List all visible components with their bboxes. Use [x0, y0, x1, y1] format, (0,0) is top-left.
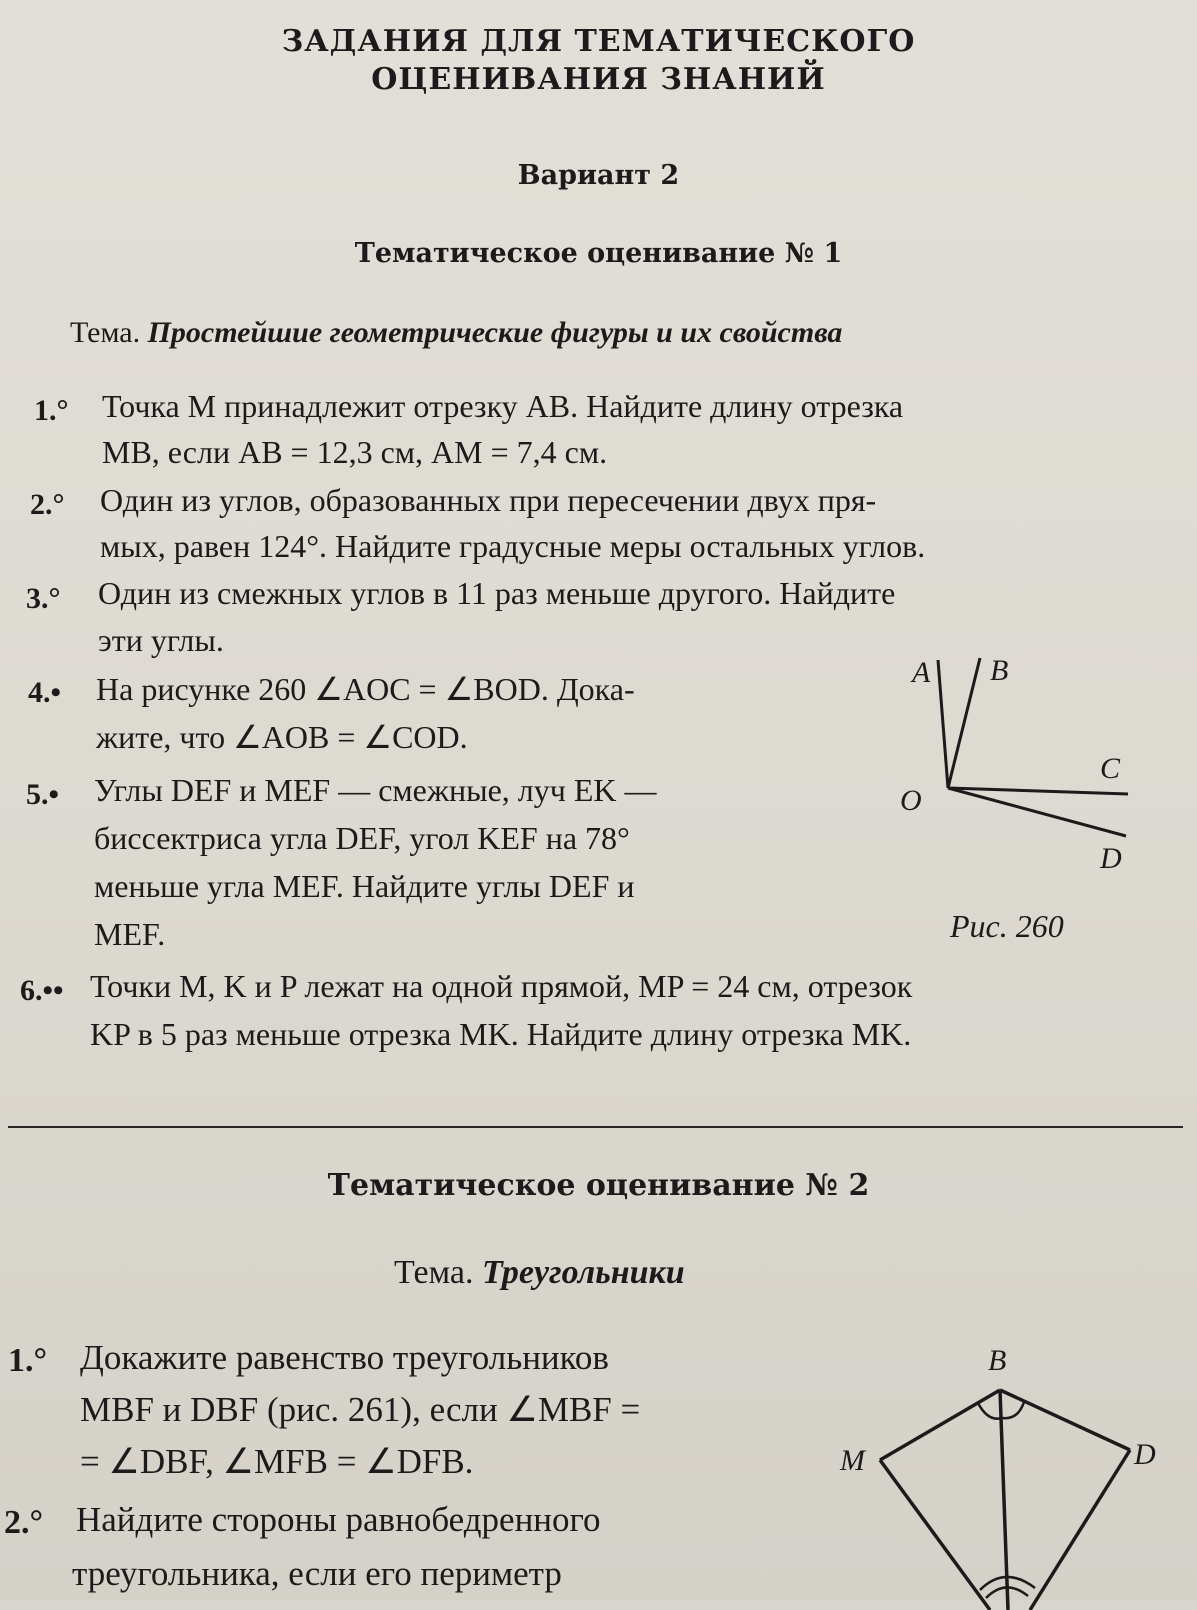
s1-problem-1-number: 1.° [34, 394, 69, 427]
s1-problem-5-line-4: MEF. [94, 916, 166, 952]
s1-problem-2-line-2: мых, равен 124°. Найдите градусные меры остальных углов. [100, 528, 926, 564]
label-a: A [912, 656, 931, 689]
s1-problem-3-line-2: эти углы. [98, 622, 224, 658]
s1-problem-5-line-3: меньше угла MEF. Найдите углы DEF и [94, 868, 635, 904]
s1-problem-4-line-1: На рисунке 260 ∠AOC = ∠BOD. Дока- [96, 671, 635, 707]
s1-problem-4-number: 4.• [28, 676, 62, 709]
side-bm [880, 1390, 1000, 1460]
section1-heading: Тематическое оценивание № 1 [354, 238, 843, 269]
s1-problem-5-line-1: Углы DEF и MEF — смежные, луч EK — [94, 772, 657, 808]
s1-problem-5-line-2: биссектриса угла DEF, угол KEF на 78° [94, 820, 630, 856]
s1-problem-6-line-1: Точки M, K и P лежат на одной прямой, MP = 24 см, отрезок [90, 968, 913, 1004]
figure-261 [840, 1340, 1180, 1610]
s2-problem-1-line-3: = ∠DBF, ∠MFB = ∠DFB. [80, 1442, 474, 1481]
section2-heading: Тематическое оценивание № 2 [327, 1168, 870, 1203]
side-mf [880, 1460, 990, 1610]
s1-problem-6-number: 6.•• [20, 974, 64, 1007]
s2-problem-2-line-2: треугольника, если его периметр [72, 1554, 562, 1593]
figure-260-caption: Рис. 260 [950, 908, 1064, 944]
s2-problem-2-number: 2.° [4, 1504, 44, 1541]
side-bd [1000, 1390, 1130, 1450]
s1-problem-2-number: 2.° [30, 488, 65, 521]
section1-theme-label: Тема. [70, 316, 141, 349]
variant-label: Вариант 2 [517, 160, 680, 191]
ray-ob [948, 658, 980, 788]
figure-260 [900, 650, 1160, 880]
angle-mark-b-right [1002, 1402, 1024, 1418]
label-d: D [1100, 842, 1122, 875]
section1-theme-title: Простейшие геометрические фигуры и их свойства [147, 316, 843, 349]
s2-problem-1-number: 1.° [8, 1342, 48, 1379]
s2-problem-1-line-1: Докажите равенство треугольников [80, 1338, 609, 1377]
title-line-1: ЗАДАНИЯ ДЛЯ ТЕМАТИЧЕСКОГО [281, 24, 916, 59]
label-c: C [1100, 752, 1121, 785]
angle-mark-b-left [978, 1403, 1002, 1419]
section1-theme [70, 316, 842, 350]
s1-problem-6-line-2: KP в 5 раз меньше отрезка MK. Найдите длину отрезка MK. [90, 1016, 912, 1052]
section-divider [8, 1126, 1183, 1128]
ray-oc [948, 788, 1128, 794]
s1-problem-5-number: 5.• [26, 778, 60, 811]
s1-problem-4-line-2: жите, что ∠AOB = ∠COD. [96, 719, 468, 755]
s1-problem-1-line-2: MB, если AB = 12,3 см, AM = 7,4 см. [102, 434, 608, 470]
ray-oa [938, 660, 948, 788]
label-o: O [900, 784, 922, 817]
label-d: D [1134, 1438, 1156, 1471]
label-b: B [990, 654, 1009, 687]
label-m: M [840, 1444, 865, 1477]
s2-problem-2-line-1: Найдите стороны равнобедренного [76, 1500, 601, 1539]
s1-problem-3-line-1: Один из смежных углов в 11 раз меньше другого. Найдите [98, 575, 896, 611]
label-b: B [988, 1344, 1007, 1377]
s2-problem-1-line-2: MBF и DBF (рис. 261), если ∠MBF = [80, 1390, 641, 1429]
s1-problem-2-line-1: Один из углов, образованных при пересечении двух пря- [100, 482, 877, 518]
side-df [1030, 1450, 1130, 1610]
title-line-2: ОЦЕНИВАНИЯ ЗНАНИЙ [371, 62, 826, 97]
s1-problem-3-number: 3.° [26, 582, 61, 615]
section2-theme [394, 1254, 685, 1292]
section2-theme-title: Треугольники [481, 1254, 685, 1291]
ray-od [948, 788, 1126, 836]
s1-problem-1-line-1: Точка M принадлежит отрезку AB. Найдите длину отрезка [102, 388, 904, 424]
section2-theme-label: Тема. [394, 1254, 474, 1291]
